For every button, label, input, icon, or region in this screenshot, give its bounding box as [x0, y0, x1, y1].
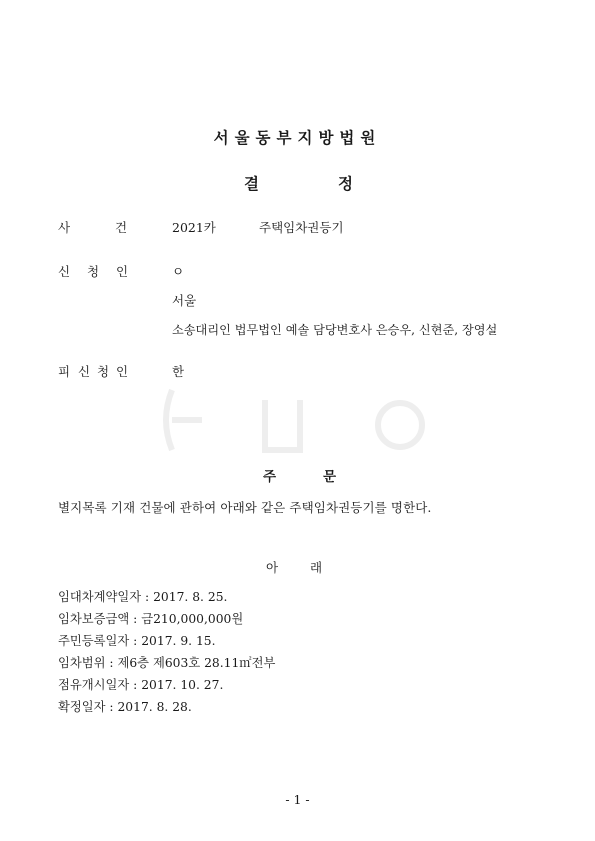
watermark — [150, 380, 430, 460]
respondent-label-char-3: 청 — [97, 364, 110, 379]
respondent-label-char-4: 인 — [116, 364, 129, 379]
detail-resident-registration: 주민등록일자 : 2017. 9. 15. — [58, 634, 216, 648]
court-name: 서울동부지방법원 — [213, 129, 382, 147]
respondent-name: 한 — [172, 364, 185, 379]
respondent-label-char-2: 신 — [78, 364, 91, 379]
detail-lease-scope: 임차범위 : 제6층 제603호 28.11㎡전부 — [58, 656, 276, 670]
order-text: 별지목록 기재 건물에 관하여 아래와 같은 주택임차권등기를 명한다. — [58, 500, 432, 515]
order-heading-char-2: 문 — [323, 469, 337, 485]
case-name: 주택임차권등기 — [259, 220, 344, 235]
document-title-char-1: 결 — [244, 175, 259, 193]
case-label-char-2: 건 — [115, 220, 128, 235]
detail-lease-date: 임대차계약일자 : 2017. 8. 25. — [58, 590, 228, 604]
watermark-shapes — [150, 380, 430, 460]
order-heading-char-1: 주 — [263, 469, 277, 485]
detail-fixed-date: 확정일자 : 2017. 8. 28. — [58, 700, 192, 714]
case-number: 2021카 — [172, 220, 216, 235]
detail-occupancy-start: 점유개시일자 : 2017. 10. 27. — [58, 678, 224, 692]
applicant-label-char-3: 인 — [116, 264, 129, 279]
case-label-char-1: 사 — [58, 220, 71, 235]
applicant-label-char-2: 청 — [87, 264, 100, 279]
applicant-address: 서울 — [172, 293, 197, 308]
applicant-label-char-1: 신 — [58, 264, 71, 279]
applicant-name: ㅇ — [172, 264, 185, 279]
detail-deposit: 임차보증금액 : 금210,000,000원 — [58, 612, 244, 626]
document-title-char-2: 정 — [338, 175, 353, 193]
page-number: - 1 - — [285, 792, 310, 807]
respondent-label-char-1: 피 — [58, 364, 71, 379]
details-heading-char-2: 래 — [310, 560, 323, 575]
applicant-attorney: 소송대리인 법무법인 예솔 담당변호사 은승우, 신현준, 장영설 — [172, 323, 498, 337]
details-heading-char-1: 아 — [266, 560, 279, 575]
